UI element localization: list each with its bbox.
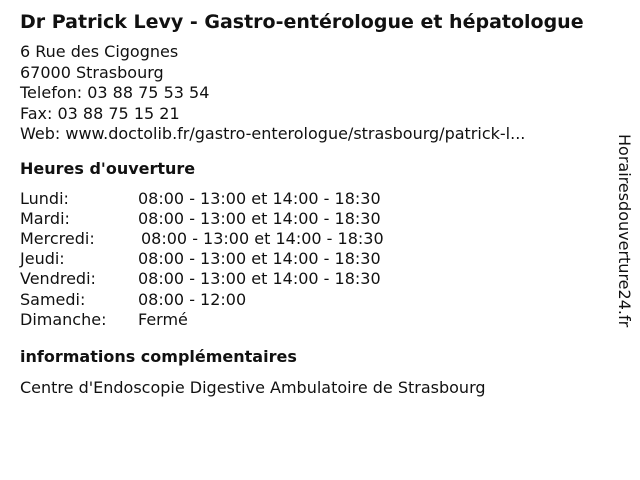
time-value: 08:00 - 13:00 et 14:00 - 18:30 [138, 208, 381, 228]
brand-watermark: Horairesdouverture24.fr [615, 134, 634, 328]
day-label: Mercredi: [20, 228, 95, 248]
time-value: 08:00 - 13:00 et 14:00 - 18:30 [138, 249, 381, 269]
day-label: Samedi: [20, 289, 86, 309]
phone-number: Telefon: 03 88 75 53 54 [20, 83, 210, 102]
day-label: Jeudi: [20, 249, 65, 269]
listing-card [20, 8, 610, 398]
hours-row-friday [20, 269, 610, 289]
hours-row-tuesday [20, 209, 610, 229]
hours-row-thursday [20, 249, 610, 269]
hours-row-wednesday [20, 229, 610, 249]
hours-row-sunday [20, 310, 610, 330]
street-address: 6 Rue des Cigognes [20, 42, 179, 61]
extra-info-heading: informations complémentaires [20, 346, 297, 366]
hours-heading: Heures d'ouverture [20, 158, 196, 178]
day-label: Dimanche: [20, 309, 107, 329]
contact-info [20, 42, 610, 145]
page-title: Dr Patrick Levy - Gastro-entérologue et hépatologue [20, 11, 584, 33]
time-value: 08:00 - 13:00 et 14:00 - 18:30 [138, 188, 381, 208]
opening-hours-table [20, 189, 610, 330]
time-value: 08:00 - 13:00 et 14:00 - 18:30 [141, 228, 384, 248]
day-label: Lundi: [20, 188, 69, 208]
day-label: Vendredi: [20, 269, 96, 289]
city-address: 67000 Strasbourg [20, 62, 164, 82]
time-value: 08:00 - 12:00 [138, 289, 247, 309]
time-value: Fermé [138, 309, 188, 329]
hours-row-monday [20, 189, 610, 209]
fax-number: Fax: 03 88 75 15 21 [20, 103, 180, 123]
hours-row-saturday [20, 290, 610, 310]
time-value: 08:00 - 13:00 et 14:00 - 18:30 [138, 269, 381, 289]
day-label: Mardi: [20, 208, 70, 228]
website-link[interactable]: Web: www.doctolib.fr/gastro-enterologue/strasbourg/patrick-l... [20, 124, 526, 143]
extra-info-text: Centre d'Endoscopie Digestive Ambulatoire de Strasbourg [20, 377, 486, 397]
